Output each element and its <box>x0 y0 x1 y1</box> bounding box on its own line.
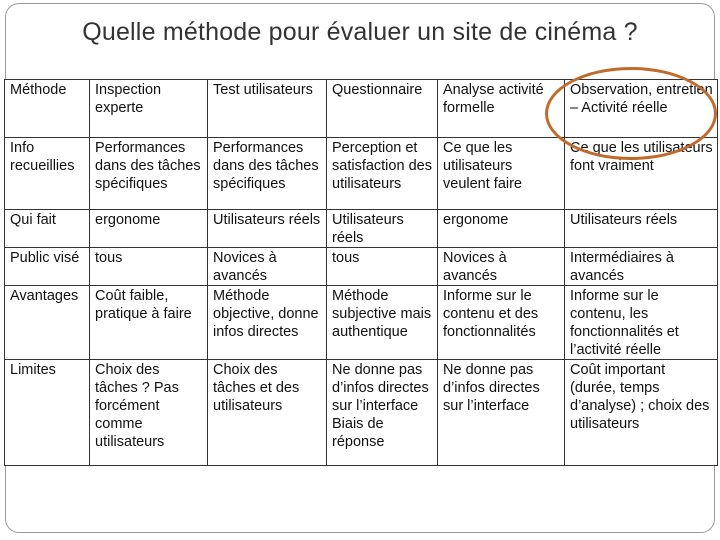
table-cell: Utilisateurs réels <box>208 210 327 248</box>
header-cell-method: Méthode <box>5 80 90 138</box>
table-cell: Performances dans des tâches spécifiques <box>90 138 208 210</box>
table-cell: Coût important (durée, temps d’analyse) ; choix des utilisateurs <box>565 360 718 466</box>
table-cell: Novices à avancés <box>438 248 565 286</box>
row-label: Limites <box>5 360 90 466</box>
table-row <box>5 286 718 360</box>
table-cell: tous <box>327 248 438 286</box>
table-cell: Ce que les utilisateurs font vraiment <box>565 138 718 210</box>
table-row <box>5 248 718 286</box>
table-cell: ergonome <box>438 210 565 248</box>
table-cell: Coût faible, pratique à faire <box>90 286 208 360</box>
row-label: Info recueillies <box>5 138 90 210</box>
row-label: Qui fait <box>5 210 90 248</box>
table-cell: Méthode subjective mais authentique <box>327 286 438 360</box>
table-header-row <box>5 80 718 138</box>
table-row <box>5 210 718 248</box>
table-cell: tous <box>90 248 208 286</box>
header-cell-inspection: Inspection experte <box>90 80 208 138</box>
header-cell-questionnaire: Questionnaire <box>327 80 438 138</box>
comparison-table <box>4 79 718 466</box>
table-row <box>5 360 718 466</box>
table-cell: Choix des tâches et des utilisateurs <box>208 360 327 466</box>
table-cell: Ce que les utilisateurs veulent faire <box>438 138 565 210</box>
slide-title: Quelle méthode pour évaluer un site de cinéma ? <box>82 18 638 46</box>
table-cell: ergonome <box>90 210 208 248</box>
table-cell: Informe sur le contenu et des fonctionnalités <box>438 286 565 360</box>
table-cell: Ne donne pas d’infos directes sur l’interface Biais de réponse <box>327 360 438 466</box>
table-cell: Choix des tâches ? Pas forcément comme utilisateurs <box>90 360 208 466</box>
row-label: Public visé <box>5 248 90 286</box>
header-cell-formal-analysis: Analyse activité formelle <box>438 80 565 138</box>
table-cell: Informe sur le contenu, les fonctionnalités et l’activité réelle <box>565 286 718 360</box>
table-cell: Méthode objective, donne infos directes <box>208 286 327 360</box>
table-cell: Perception et satisfaction des utilisateurs <box>327 138 438 210</box>
table-cell: Utilisateurs réels <box>327 210 438 248</box>
header-cell-observation: Observation, entretien – Activité réelle <box>565 80 718 138</box>
table-cell: Utilisateurs réels <box>565 210 718 248</box>
table-cell: Performances dans des tâches spécifiques <box>208 138 327 210</box>
header-cell-test: Test utilisateurs <box>208 80 327 138</box>
table-cell: Novices à avancés <box>208 248 327 286</box>
table-row <box>5 138 718 210</box>
table-cell: Ne donne pas d’infos directes sur l’interface <box>438 360 565 466</box>
table-cell: Intermédiaires à avancés <box>565 248 718 286</box>
row-label: Avantages <box>5 286 90 360</box>
